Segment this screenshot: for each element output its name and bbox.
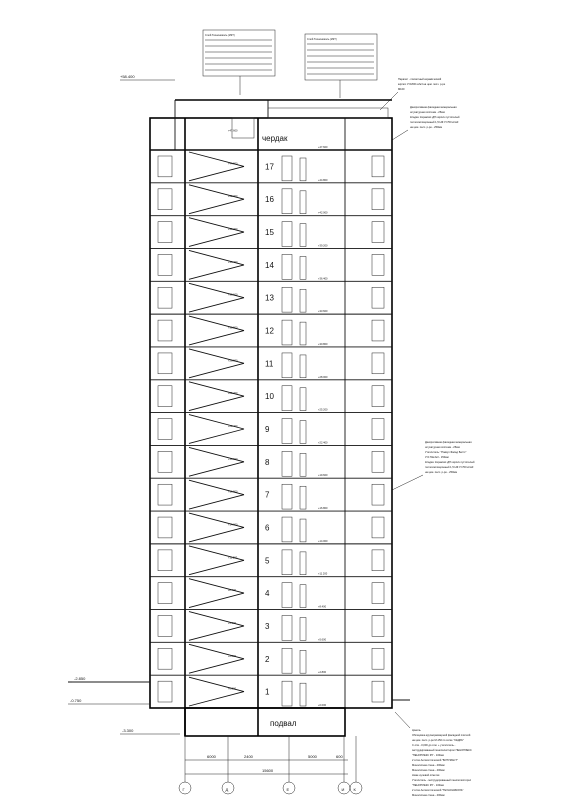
landing-elevation: +2.800	[228, 654, 237, 658]
floor-elevation: +2.800	[318, 671, 327, 675]
window-right	[372, 189, 384, 210]
plinth-note-line10: Ниже нулевой отметки	[412, 774, 440, 777]
stair-flight-up	[189, 593, 244, 607]
window-left	[158, 386, 172, 407]
floor-number: 3	[265, 621, 270, 631]
window-left	[158, 353, 172, 374]
door-frame	[300, 355, 306, 378]
window-left	[158, 156, 172, 177]
stair-flight-up	[189, 560, 244, 574]
door	[282, 189, 292, 214]
floor-labels	[265, 162, 274, 696]
plinth-note-line14: Монолитная стена - 400мм	[412, 794, 445, 797]
window-left	[158, 517, 172, 538]
window-right	[372, 287, 384, 308]
door	[282, 254, 292, 279]
dim-ik: 600	[336, 754, 343, 759]
landing-elevation: +19.600	[228, 457, 238, 461]
plinth-note-line3: на цем. песч. р-ре М-150 по сетке "СЕДРА"	[412, 739, 464, 742]
door	[282, 451, 292, 476]
floor-number: 12	[265, 326, 274, 336]
attic-label: чердак	[262, 134, 288, 143]
dimension-chain	[185, 754, 348, 774]
door	[282, 648, 292, 673]
stair-flight-up	[189, 659, 244, 673]
plinth-note-line8: Монолитная стена - 400мм	[412, 764, 445, 767]
plinth-note	[395, 712, 472, 797]
landing-elevation: +16.800	[228, 490, 238, 494]
floor-elevation: +19.600	[318, 474, 328, 478]
window-left	[158, 320, 172, 341]
plinth-note-line6: "ПЕНОПЛЕКС 35" - 100мм	[412, 754, 444, 757]
stair-flight-up	[189, 692, 244, 706]
floor-number: 6	[265, 523, 270, 533]
window-right	[372, 517, 384, 538]
landing-elevation: +5.600	[228, 621, 237, 625]
door-frame	[300, 453, 306, 476]
plinth-note-line13: 2 слоя Антисептический "ТЕХНОНИКОЛЬ"	[412, 789, 464, 792]
door-frame	[300, 486, 306, 509]
window-right	[372, 583, 384, 604]
stair-flight-up	[189, 626, 244, 640]
window-left	[158, 419, 172, 440]
window-left	[158, 222, 172, 243]
floor-elevation: +16.800	[318, 507, 328, 511]
window-right	[372, 550, 384, 571]
landing-elevation: +42.000	[228, 195, 238, 199]
window-right	[372, 484, 384, 505]
wall-note-mid-title: Декоративная фасадная минеральная	[425, 441, 472, 444]
stair-flight-up	[189, 429, 244, 443]
window-right	[372, 222, 384, 243]
floor-elevation: +25.200	[318, 408, 328, 412]
stair-flight-up	[189, 265, 244, 279]
ground-level-label: -2.850	[74, 676, 86, 681]
door	[282, 550, 292, 575]
wall-note-mid-line2: штукатурная система - 25мм	[425, 446, 460, 449]
dim-overall: 15600	[262, 768, 274, 773]
axis-label: И	[341, 787, 345, 792]
plinth-note-line5: экструдированный пенополистирол ПЕНОПЛЕКС	[412, 749, 472, 752]
floor-number: 9	[265, 425, 270, 434]
basement-elevation-label: -3.300	[122, 728, 134, 733]
landing-elevation: +47.600	[228, 129, 238, 133]
stair-flight-up	[189, 298, 244, 312]
door-frame	[300, 158, 306, 181]
top-elevation-mark	[120, 74, 175, 80]
window-right	[372, 419, 384, 440]
landing-elevation: +8.400	[228, 589, 237, 593]
axis-label: К	[353, 787, 356, 792]
floor-elevation: +22.400	[318, 441, 328, 445]
window-left	[158, 484, 172, 505]
window-right	[372, 320, 384, 341]
floor-elevation: +0.000	[318, 704, 327, 707]
window-right	[372, 648, 384, 669]
door	[282, 386, 292, 411]
floor-elevation: +28.000	[318, 375, 328, 379]
wall-note-upper-line4: теплоизоляционный 1,5 НФ У=700 кг/м3	[410, 121, 459, 124]
plinth-note-line11: Утеплитель - экструдированный пенополистирол	[412, 779, 472, 782]
window-left	[158, 583, 172, 604]
roof-note-right	[305, 34, 377, 98]
axis-label: Е	[286, 787, 290, 792]
floor-elevation: +42.000	[318, 211, 328, 215]
wall-note-mid-line7: на цем. песч. р-ре - 250мм	[425, 471, 458, 474]
window-right	[372, 451, 384, 472]
wall-note-mid-line3: Утеплитель: "Роквул Фасад Баттс"	[425, 451, 467, 454]
door-frame	[300, 618, 306, 641]
window-left	[158, 189, 172, 210]
plinth-note-line4: С отм. -0,000 до отм. + утеплитель -	[412, 744, 456, 747]
wall-note-upper-line5: на цем. песч. р-ре - 250мм	[410, 126, 443, 129]
floor-elevation: +11.200	[318, 572, 328, 576]
roof-machine-room	[232, 118, 254, 138]
floor-elevation: +39.200	[318, 244, 328, 248]
floor-number: 7	[265, 490, 270, 500]
stair-flight-up	[189, 527, 244, 541]
door-frame	[300, 191, 306, 214]
door-frame	[300, 224, 306, 247]
landing-elevation: +36.400	[228, 260, 238, 264]
door-frame	[300, 256, 306, 279]
stair-flight-up	[189, 495, 244, 509]
landing-elevation: +30.800	[228, 326, 238, 330]
dim-gd: 6000	[207, 754, 216, 759]
window-left	[158, 616, 172, 637]
door	[282, 616, 292, 641]
door-frame	[300, 388, 306, 411]
plinth-note-line7: 2 слоя Антисептический "БИТУМАСТ"	[412, 759, 458, 762]
axis-bubble	[350, 782, 362, 794]
floor-number: 8	[265, 457, 270, 467]
wall-note-mid-line4: У=170кг/м3 - 150мм	[425, 456, 449, 459]
window-left	[158, 287, 172, 308]
plinth-note-line2: Облицовка крупноразмерной фасадной плиткой	[412, 734, 471, 737]
landing-elevation: +14.000	[228, 523, 238, 527]
wall-note-mid-line6: теплоизоляционный 1,5 НФ У=700 кг/м3	[425, 466, 474, 469]
roof-slab	[268, 108, 388, 118]
dim-de: 2400	[244, 754, 253, 759]
stair-flight-up	[189, 396, 244, 410]
landing-elevation: +28.000	[228, 359, 238, 363]
floor-elevation: +33.600	[318, 310, 328, 314]
dim-ei: 5000	[308, 754, 317, 759]
landing-elevation: +22.400	[228, 425, 238, 428]
landing-elevation: +39.200	[228, 228, 238, 232]
floor-elevation: +36.400	[318, 277, 328, 281]
parapet-note-line3: М100	[398, 88, 405, 91]
door	[282, 222, 292, 247]
window-right	[372, 254, 384, 275]
top-elevation-label: +58.400	[120, 74, 135, 79]
floor-elevation: +8.400	[318, 605, 327, 609]
floor-number: 14	[265, 260, 274, 270]
landing-elevation: +11.200	[228, 556, 238, 560]
floor-number: 15	[265, 228, 274, 238]
floor-elevation: +44.800	[318, 178, 328, 182]
basement-outline	[185, 708, 345, 736]
ground-left-label: -0.750	[70, 698, 82, 703]
wall-note-upper-line2: штукатурная система - 25мм	[410, 111, 445, 114]
axis-label: Д	[225, 787, 229, 792]
wall-note-upper	[392, 105, 460, 140]
floor-elevation: +30.800	[318, 342, 328, 346]
door	[282, 517, 292, 542]
roof-note-left	[203, 30, 275, 95]
landing-elevation: +0.000	[228, 687, 237, 691]
stair-flight-up	[189, 462, 244, 476]
roof-note-right-title: Слой Технониколь (ИКТ)	[307, 38, 337, 41]
window-left	[158, 451, 172, 472]
stair-flight-up	[189, 166, 244, 180]
floor-number: 11	[265, 359, 274, 369]
stair-flight-up	[189, 199, 244, 213]
wall-note-upper-title: Декоративная фасадная минеральная	[410, 106, 457, 109]
floor-elevation: +5.600	[318, 638, 327, 642]
door-frame	[300, 322, 306, 345]
window-right	[372, 616, 384, 637]
axis-bubbles	[179, 736, 362, 794]
door	[282, 583, 292, 608]
floor-number: 5	[265, 556, 270, 566]
floor-number: 1	[265, 687, 270, 697]
door	[282, 484, 292, 509]
floor-number: 13	[265, 293, 274, 303]
window-left	[158, 550, 172, 571]
wall-note-upper-line3: Кладка: Керамзит-ДП кирпич пустотелый	[410, 116, 460, 119]
door-frame	[300, 421, 306, 444]
landing-elevation: +25.200	[228, 392, 238, 396]
axis-label: Г	[182, 787, 185, 792]
door-frame	[300, 552, 306, 575]
floor-number: 10	[265, 392, 274, 402]
landing-elevation: +33.600	[228, 293, 238, 297]
door	[282, 419, 292, 444]
window-right	[372, 386, 384, 407]
door-frame	[300, 585, 306, 608]
door-frame	[300, 650, 306, 673]
door-frame	[300, 519, 306, 542]
door	[282, 353, 292, 378]
door-frame	[300, 683, 306, 706]
window-right	[372, 681, 384, 702]
landing-elevation: +44.800	[228, 162, 238, 166]
window-left	[158, 681, 172, 702]
basement-label: подвал	[270, 719, 297, 728]
roof-note-left-title: Слой Технониколь (ИКТ)	[205, 34, 235, 37]
door	[282, 287, 292, 312]
door	[282, 156, 292, 181]
floor-elevation: +47.600	[318, 146, 328, 149]
floor-number: 4	[265, 589, 270, 599]
axis-bubble	[179, 782, 191, 794]
window-left	[158, 254, 172, 275]
ground-elevations	[68, 676, 180, 734]
plinth-note-title: Цоколь	[412, 729, 421, 732]
wall-note-middle	[392, 440, 475, 490]
window-right	[372, 353, 384, 374]
door	[282, 681, 292, 706]
plinth-note-line9: Монолитная стена - 400мм	[412, 769, 445, 772]
floor-elevation: +14.000	[318, 539, 328, 543]
stair-flight-up	[189, 331, 244, 345]
plinth-note-line12: "ПЕНОПЛЕКС 35" - 100мм	[412, 784, 444, 787]
building-structure	[68, 100, 410, 736]
door	[282, 320, 292, 345]
parapet-note-line2: кирпич У=1800 кг/м3 на цем. песч. р-ре	[398, 83, 446, 86]
stair-flight-up	[189, 232, 244, 246]
floor-number: 17	[265, 162, 274, 172]
stair-flight-up	[189, 363, 244, 377]
floor-number: 2	[265, 654, 270, 664]
floor-number: 16	[265, 195, 274, 205]
window-left	[158, 648, 172, 669]
wall-note-mid-line5: Кладка: Керамзит-ДП кирпич пустотелый	[425, 461, 475, 464]
window-right	[372, 156, 384, 177]
parapet-note-line1: Парапет - посмотный керамический	[398, 78, 442, 81]
door-frame	[300, 289, 306, 312]
